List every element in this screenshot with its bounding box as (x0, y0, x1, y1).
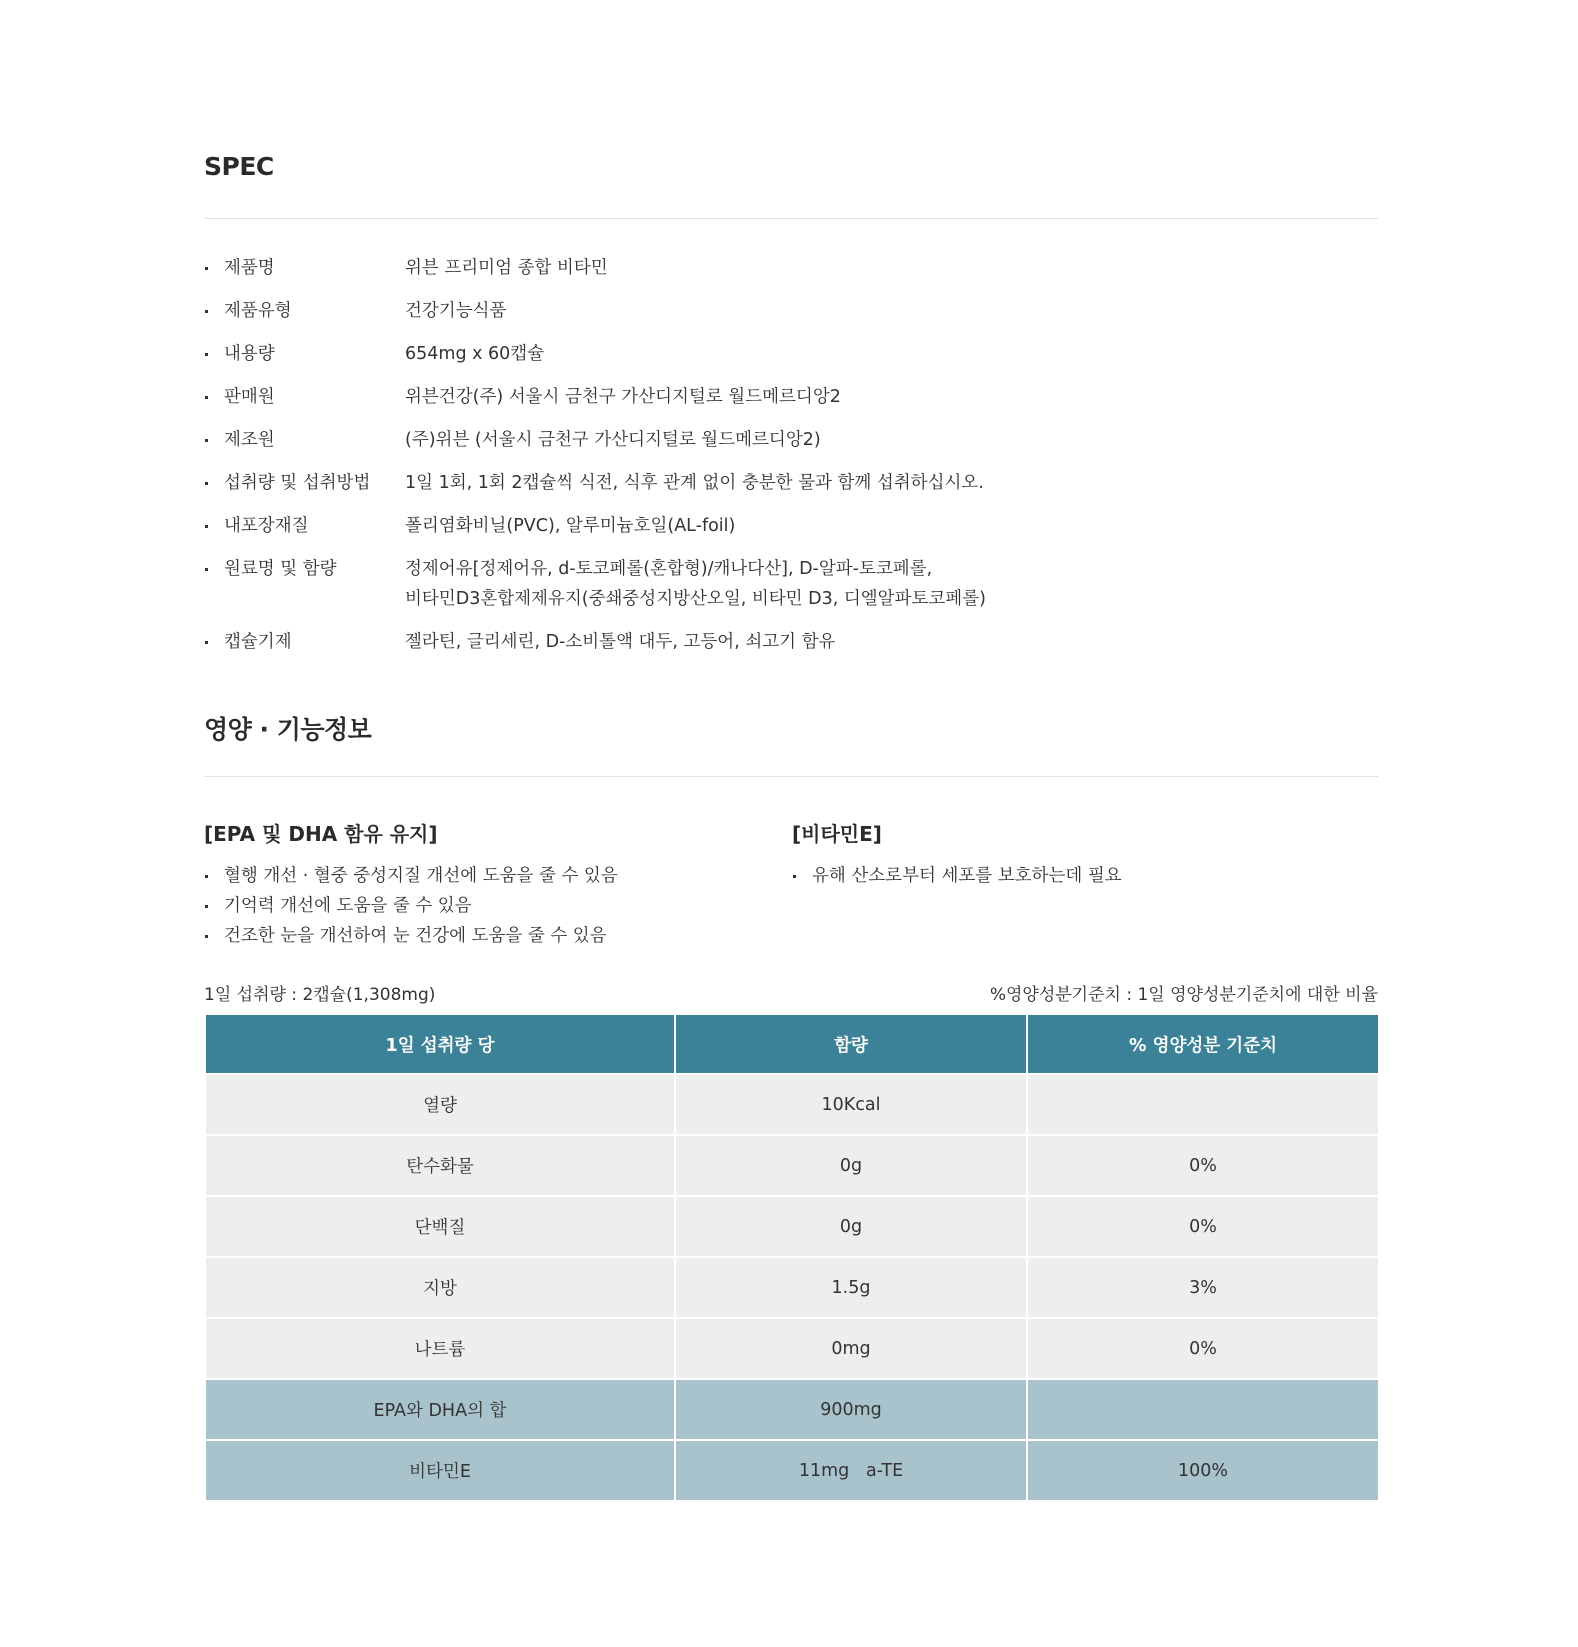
daily-intake: 1일 섭취량 : 2캡슐(1,308mg) (204, 985, 436, 1005)
spec-row-product-name (204, 253, 1378, 283)
table-row-highlight (205, 1440, 1379, 1501)
nutrient-name: 비타민E (205, 1440, 675, 1501)
spec-label: 원료명 및 함량 (224, 559, 337, 579)
spec-label: 섭취량 및 섭취방법 (224, 473, 371, 493)
nutrient-percent: 0% (1027, 1196, 1379, 1257)
nutrient-percent: 0% (1027, 1318, 1379, 1379)
header-daily-value: % 영양성분 기준치 (1027, 1014, 1379, 1074)
bullet (204, 296, 224, 326)
spec-value: 건강기능식품 (405, 301, 507, 321)
bullet (204, 554, 224, 614)
table-row (205, 1196, 1379, 1257)
ratio-note: %영양성분기준치 : 1일 영양성분기준치에 대한 비율 (989, 985, 1378, 1005)
spec-row-manufacturer (204, 425, 1378, 455)
ingredients-line-2: 비타민D3혼합제제유지(중쇄중성지방산오일, 비타민 D3, 디엘알파토코페롤) (405, 589, 986, 609)
bullet (204, 382, 224, 412)
nutrient-name: 나트륨 (205, 1318, 675, 1379)
function-item: 건조한 눈을 개선하여 눈 건강에 도움을 줄 수 있음 (204, 921, 764, 951)
nutrient-name: EPA와 DHA의 합 (205, 1379, 675, 1440)
nutrient-percent (1027, 1074, 1379, 1135)
nutrient-name: 열량 (205, 1074, 675, 1135)
function-heading: [비타민E] (792, 822, 882, 846)
nutrition-table (204, 1013, 1380, 1502)
function-item: 혈행 개선 · 혈중 중성지질 개선에 도움을 줄 수 있음 (204, 861, 764, 891)
nutrient-amount: 11mg a-TE (675, 1440, 1027, 1501)
nutrient-name: 지방 (205, 1257, 675, 1318)
spec-value (405, 554, 1378, 614)
spec-value: 젤라틴, 글리세린, D-소비톨액 대두, 고등어, 쇠고기 함유 (405, 632, 836, 652)
spec-row-content (204, 339, 1378, 369)
spec-label: 내포장재질 (224, 516, 309, 536)
nutrition-divider (204, 776, 1378, 777)
spec-label: 제품유형 (224, 301, 292, 321)
table-header-row (205, 1014, 1379, 1074)
nutrient-amount: 0g (675, 1135, 1027, 1196)
spec-label: 캡슐기제 (224, 632, 292, 652)
table-row (205, 1074, 1379, 1135)
spec-value: 위븐건강(주) 서울시 금천구 가산디지털로 월드메르디앙2 (405, 387, 841, 407)
spec-row-dosage (204, 468, 1378, 498)
spec-row-ingredients (204, 554, 1378, 614)
spec-row-product-type (204, 296, 1378, 326)
spec-list (204, 253, 1378, 670)
spec-title: SPEC (204, 152, 274, 181)
bullet (204, 511, 224, 541)
function-item: 기억력 개선에 도움을 줄 수 있음 (204, 891, 764, 921)
header-per-intake: 1일 섭취량 당 (205, 1014, 675, 1074)
spec-row-packaging (204, 511, 1378, 541)
bullet (204, 425, 224, 455)
function-heading: [EPA 및 DHA 함유 유지] (204, 822, 438, 846)
nutrient-percent: 100% (1027, 1440, 1379, 1501)
nutrient-name: 단백질 (205, 1196, 675, 1257)
function-list (792, 861, 1378, 891)
table-row (205, 1257, 1379, 1318)
nutrient-amount: 0mg (675, 1318, 1027, 1379)
header-amount: 함량 (675, 1014, 1027, 1074)
spec-label: 제조원 (224, 430, 275, 450)
nutrient-amount: 1.5g (675, 1257, 1027, 1318)
function-block-epa-dha (204, 818, 764, 951)
bullet (204, 339, 224, 369)
table-row-highlight (205, 1379, 1379, 1440)
function-block-vitamin-e (792, 818, 1378, 891)
ingredients-line-1: 정제어유[정제어유, d-토코페롤(혼합형)/캐나다산], D-알파-토코페롤, (405, 559, 933, 579)
spec-value: (주)위븐 (서울시 금천구 가산디지털로 월드메르디앙2) (405, 430, 821, 450)
function-item: 유해 산소로부터 세포를 보호하는데 필요 (792, 861, 1378, 891)
nutrition-title: 영양 · 기능정보 (204, 715, 372, 744)
spec-value: 위븐 프리미엄 종합 비타민 (405, 258, 608, 278)
function-list (204, 861, 764, 951)
nutrient-name: 탄수화물 (205, 1135, 675, 1196)
nutrient-percent: 3% (1027, 1257, 1379, 1318)
spec-label: 내용량 (224, 344, 275, 364)
spec-value: 1일 1회, 1회 2캡슐씩 식전, 식후 관계 없이 충분한 물과 함께 섭취하십시오. (405, 473, 984, 493)
spec-value: 654mg x 60캡슐 (405, 344, 545, 364)
bullet (204, 468, 224, 498)
spec-label: 판매원 (224, 387, 275, 407)
nutrient-amount: 10Kcal (675, 1074, 1027, 1135)
table-row (205, 1135, 1379, 1196)
bullet (204, 253, 224, 283)
nutrient-amount: 0g (675, 1196, 1027, 1257)
table-row (205, 1318, 1379, 1379)
spec-divider (204, 218, 1378, 219)
nutrient-amount: 900mg (675, 1379, 1027, 1440)
spec-value: 폴리염화비닐(PVC), 알루미늄호일(AL-foil) (405, 516, 736, 536)
spec-row-capsule-base (204, 627, 1378, 657)
bullet (204, 627, 224, 657)
spec-row-seller (204, 382, 1378, 412)
spec-label: 제품명 (224, 258, 275, 278)
nutrient-percent: 0% (1027, 1135, 1379, 1196)
nutrient-percent (1027, 1379, 1379, 1440)
